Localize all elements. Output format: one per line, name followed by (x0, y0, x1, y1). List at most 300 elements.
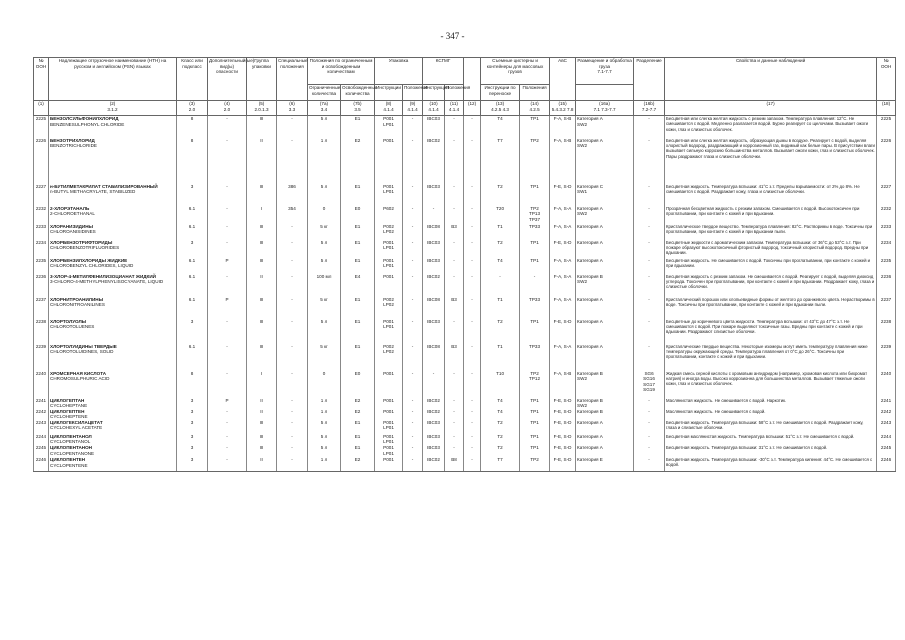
shipping-name-ru: ХЛОРБЕНЗОТРИФТОРИДЫ (50, 239, 113, 245)
cell-pi-text: P001 (383, 457, 394, 463)
cell-un-text: 2241 (35, 397, 47, 403)
cell-lq-text: 1 л (320, 397, 328, 403)
column-number-cell (34, 101, 49, 116)
col-head-packing-group: Группа упаковки (247, 58, 277, 101)
column-reference: 3.4 (320, 106, 328, 112)
cell-eq (341, 371, 375, 398)
col-head-ems: АвС (550, 58, 576, 101)
cell-stow (576, 371, 634, 398)
cell-sp (277, 138, 308, 184)
cell-cls-text: 6.1 (188, 343, 196, 349)
cell-stow-text: SW2 (577, 403, 588, 409)
cell-pg (247, 184, 277, 206)
cell-c12 (464, 434, 481, 445)
cell-ibp (445, 224, 464, 240)
cell-pg (247, 116, 277, 138)
cell-seg (634, 297, 665, 319)
cell-ems-text: F-E, S-D (553, 419, 572, 425)
cell-ems-text: F-A, S-A (553, 223, 572, 229)
cell-shipping-name (49, 224, 177, 240)
cell-pi (375, 206, 403, 224)
cell-sub-text: - (226, 239, 228, 245)
column-number: (9) (409, 101, 416, 106)
table-row (34, 420, 896, 434)
cell-pi-text: P002 (383, 296, 394, 302)
cell-seg (634, 457, 665, 471)
cell-lq-text: 5 кг (320, 296, 328, 302)
col-head-12 (464, 58, 481, 101)
cell-prop-text: Бесцветная жидкость. Температура вспышки: 58°С з.т. Не смешивается с водой. Раздражает кожу, глаза и слизистые оболочки. (666, 419, 864, 431)
cell-pp (403, 457, 423, 471)
cell-ibi-text: IBC02 (427, 273, 440, 279)
cell-un (34, 258, 49, 274)
col-head-ibc-instr: Инструкции (423, 85, 445, 101)
cell-ibi (423, 240, 445, 258)
cell-un2 (877, 445, 896, 457)
cell-eq (341, 240, 375, 258)
cell-stow-text: Категория В (577, 370, 603, 376)
shipping-name-en: CHLORONITROANILINES (50, 302, 105, 308)
shipping-name-en: CHLOROTOLUIDINES, SOLID (50, 349, 114, 355)
cell-c12 (464, 445, 481, 457)
cell-un2-text: 2237 (880, 296, 892, 302)
cell-tp-text: TP13 (529, 211, 541, 217)
cell-ems-text: F-E, S-D (553, 433, 572, 439)
cell-pi (375, 184, 403, 206)
column-number-cell (634, 101, 665, 116)
cell-tp (520, 297, 550, 319)
cell-pi-text: P001 (383, 239, 394, 245)
cell-sp-text: - (291, 419, 293, 425)
cell-ti-text: T2 (497, 183, 503, 189)
cell-ti-text: T2 (497, 433, 503, 439)
cell-c12 (464, 184, 481, 206)
cell-seg (634, 274, 665, 297)
shipping-name-en: n-BUTYL METHACRYLATE, STABILIZED (50, 189, 136, 195)
cell-ibp-text: - (453, 257, 455, 263)
cell-un2 (877, 274, 896, 297)
table-row (34, 445, 896, 457)
cell-shipping-name (49, 344, 177, 371)
cell-prop (665, 184, 877, 206)
cell-ibp (445, 420, 464, 434)
cell-ibp-text: - (453, 445, 455, 451)
cell-shipping-name (49, 184, 177, 206)
cell-pi-text: P001 (383, 419, 394, 425)
cell-pi (375, 319, 403, 344)
cell-eq (341, 184, 375, 206)
cell-un2 (877, 138, 896, 184)
column-reference: 4.1.4 (428, 106, 439, 112)
cell-pi-text: LP02 (383, 302, 394, 308)
cell-un (34, 409, 49, 420)
cell-stow-text: SW2 (577, 121, 588, 127)
cell-prop (665, 409, 877, 420)
cell-stow (576, 398, 634, 409)
cell-ti-text: T2 (497, 318, 503, 324)
cell-stow (576, 297, 634, 319)
cell-pg-text: III (259, 257, 264, 263)
cell-sp-text: - (291, 408, 293, 414)
cell-ti (481, 371, 520, 398)
cell-ibi-text: IBC02 (427, 408, 440, 414)
cell-sub-text: - (226, 183, 228, 189)
cell-shipping-name (49, 445, 177, 457)
cell-ibi (423, 138, 445, 184)
cell-pp (403, 319, 423, 344)
cell-pg (247, 138, 277, 184)
cell-sub-text: - (226, 433, 228, 439)
col-head-stowage-sub (576, 85, 634, 101)
cell-un2-text: 2243 (880, 419, 892, 425)
cell-tp-text: TP1 (530, 433, 539, 439)
cell-un-text: 2246 (35, 457, 47, 463)
cell-seg-text: - (648, 318, 650, 324)
cell-eq-text: E1 (354, 183, 361, 189)
header-row-column-numbers (34, 101, 896, 116)
cell-cls (177, 398, 208, 409)
cell-pg (247, 258, 277, 274)
cell-ibi-text: - (432, 370, 435, 376)
table-row (34, 206, 896, 224)
cell-lq (308, 258, 341, 274)
col-head-un-right: № ООН (877, 58, 896, 101)
cell-tp-text: TP1 (530, 419, 539, 425)
cell-sub (208, 344, 247, 371)
cell-sp-text: - (291, 397, 293, 403)
cell-ti-text: T1 (497, 296, 503, 302)
cell-sp-text: 386 (288, 183, 296, 189)
column-number: (3) (189, 101, 195, 106)
cell-pp-text: - (411, 397, 414, 403)
cell-ibi-text: IBC03 (427, 318, 440, 324)
cell-ibi-text: IBC03 (427, 445, 440, 451)
cell-seg (634, 420, 665, 434)
cell-tp (520, 224, 550, 240)
cell-eq-text: E2 (354, 137, 361, 143)
cell-ti (481, 344, 520, 371)
cell-sub (208, 224, 247, 240)
cell-pp-text: - (411, 370, 414, 376)
cell-c12-text: - (471, 419, 473, 425)
cell-cls (177, 274, 208, 297)
cell-un (34, 344, 49, 371)
cell-c12 (464, 457, 481, 471)
cell-ti (481, 138, 520, 184)
cell-tp-text: TP2 (530, 205, 539, 211)
col-head-pi: Инструкции (375, 85, 403, 101)
cell-ibi (423, 398, 445, 409)
cell-stow (576, 258, 634, 274)
cell-ems-text: F-E, S-D (553, 397, 572, 403)
cell-tp-text: TP1 (530, 116, 539, 121)
cell-eq (341, 297, 375, 319)
cell-ems (550, 420, 576, 434)
cell-un2 (877, 457, 896, 471)
cell-eq-text: E0 (354, 205, 361, 211)
cell-tp (520, 398, 550, 409)
cell-c12-text: - (471, 408, 473, 414)
cell-c12 (464, 240, 481, 258)
cell-ibi-text: IBC02 (427, 457, 440, 463)
cell-sub-text: - (226, 137, 228, 143)
cell-ti-text: T2 (497, 239, 503, 245)
cell-ti-text: T1 (497, 223, 503, 229)
cell-sub (208, 409, 247, 420)
cell-tp-text: TP2 (530, 457, 539, 463)
shipping-name-en: CHROMOSULPHURIC ACID (50, 376, 110, 382)
cell-stow-text: Категория А (577, 223, 603, 229)
cell-seg-text: - (648, 257, 650, 263)
cell-ibp (445, 409, 464, 420)
cell-lq (308, 297, 341, 319)
cell-cls (177, 184, 208, 206)
cell-ibi-text: IBC02 (427, 397, 440, 403)
shipping-name-ru: ХЛОРАНИЗИДИНЫ (50, 223, 94, 229)
cell-pp (403, 371, 423, 398)
cell-pi (375, 398, 403, 409)
column-number: (7a) (319, 101, 329, 106)
cell-eq (341, 434, 375, 445)
cell-eq (341, 258, 375, 274)
cell-ems-text: F-A, S-A (553, 205, 572, 211)
cell-lq-text: 5 кг (320, 343, 328, 349)
cell-tp-text: TP33 (529, 296, 541, 302)
cell-pp (403, 274, 423, 297)
cell-pg (247, 371, 277, 398)
cell-ems (550, 371, 576, 398)
cell-seg (634, 240, 665, 258)
cell-prop (665, 116, 877, 138)
cell-sp (277, 274, 308, 297)
cell-prop-text: Бесцветная или слегка желтая жидкость, образующая дымы в воздухе. Реагирует с водой, выделяя хлористый водород, раздражающий и коррозионный газ, видимый как белые пары. В присутствии влаги вызывает сильную коррозию большинства металлов. Вызывает ожоги кожи, глаз и слизистых оболочек. Пары раздражают глаза и слизистые оболочки. (666, 137, 875, 159)
cell-seg (634, 116, 665, 138)
cell-pg-text: III (259, 223, 264, 229)
cell-ibp-text: - (453, 205, 455, 211)
cell-lq (308, 138, 341, 184)
cell-ti-text: T10 (496, 370, 504, 376)
cell-lq (308, 409, 341, 420)
cell-stow (576, 116, 634, 138)
shipping-name-ru: 3-ХЛОР-4-МЕТИЛФЕНИЛИЗОЦИАНАТ ЖИДКИЙ (50, 273, 156, 279)
cell-un2 (877, 434, 896, 445)
cell-pi (375, 420, 403, 434)
column-reference: 4.1.4 (407, 106, 418, 112)
shipping-name-ru: ЦИКЛОГЕПТЕН (50, 408, 85, 414)
cell-ti (481, 258, 520, 274)
column-number-cell (576, 101, 634, 116)
cell-cls (177, 116, 208, 138)
cell-sp-text: - (291, 457, 293, 463)
cell-sub (208, 297, 247, 319)
cell-ems (550, 409, 576, 420)
cell-pi (375, 409, 403, 420)
cell-stow-text: SW2 (577, 376, 588, 382)
cell-pg-text: II (260, 137, 263, 143)
cell-seg (634, 371, 665, 398)
cell-un-text: 2243 (35, 419, 47, 425)
cell-un2 (877, 224, 896, 240)
cell-un (34, 371, 49, 398)
cell-prop-text: Маслянистая жидкость. Не смешивается с водой. (666, 408, 766, 414)
cell-pi-text: LP01 (383, 425, 394, 431)
cell-eq (341, 420, 375, 434)
cell-pi-text: P001 (383, 433, 394, 439)
cell-ibi-text: - (432, 205, 435, 211)
cell-sub (208, 240, 247, 258)
cell-pi-text: P001 (383, 257, 394, 263)
cell-ti-text: T20 (496, 205, 504, 211)
cell-sp (277, 297, 308, 319)
cell-un (34, 297, 49, 319)
cell-lq (308, 371, 341, 398)
cell-shipping-name (49, 297, 177, 319)
cell-ibp (445, 319, 464, 344)
shipping-name-ru: н-БУТИЛМЕТАКРИЛАТ СТАБИЛИЗИРОВАННЫЙ (50, 183, 158, 189)
cell-sp-text: - (291, 273, 293, 279)
cell-tp (520, 258, 550, 274)
cell-pp (403, 258, 423, 274)
cell-tp (520, 274, 550, 297)
cell-ems-text: F-A, S-A (553, 257, 572, 263)
group-head-packing: Упаковка (375, 58, 423, 85)
cell-ibp (445, 184, 464, 206)
cell-sub-text: - (226, 343, 228, 349)
cell-pp-text: - (411, 419, 414, 425)
cell-lq-text: 5 л (320, 116, 328, 121)
table-row (34, 184, 896, 206)
shipping-name-en: CHLOROBENZOTRIFLUORIDES (50, 245, 120, 251)
cell-cls-text: 3 (190, 408, 194, 414)
column-reference: 2.0 (188, 106, 196, 112)
cell-ibp-text: - (453, 318, 455, 324)
cell-ems (550, 319, 576, 344)
cell-un2 (877, 297, 896, 319)
shipping-name-en: CHLOROTOLUENES (50, 324, 95, 330)
cell-cls (177, 457, 208, 471)
cell-ems-text: F-A, S-A (553, 273, 572, 279)
cell-pi-text: P002 (383, 343, 394, 349)
cell-lq (308, 116, 341, 138)
cell-shipping-name (49, 420, 177, 434)
cell-un-text: 2245 (35, 445, 47, 451)
cell-ibi-text: IBC08 (427, 296, 440, 302)
cell-shipping-name (49, 116, 177, 138)
cell-sp (277, 240, 308, 258)
cell-un2-text: 2244 (880, 433, 892, 439)
cell-ems (550, 445, 576, 457)
column-reference: 4.2.5 (529, 106, 540, 112)
cell-lq-text: 5 л (320, 419, 328, 425)
cell-un-text: 2233 (35, 223, 47, 229)
cell-sp-text: - (291, 296, 293, 302)
cell-ems-text: F-E, S-D (553, 183, 572, 189)
cell-c12 (464, 116, 481, 138)
shipping-name-ru: ХЛОРТОЛУИДИНЫ ТВЕРДЫЕ (50, 343, 117, 349)
cell-lq (308, 206, 341, 224)
cell-ibi-text: IBC03 (427, 239, 440, 245)
cell-un-text: 2239 (35, 343, 47, 349)
cell-prop (665, 138, 877, 184)
cell-prop-text: Кристаллические твердые вещества. Некоторые изомеры могут иметь температуру плавления ниже температуры окружающей среды. Температура плавления от 0°С до 26°С. Токсичны при проглатывании, контакте с кожей и при вдыхании. (666, 343, 868, 360)
cell-seg-text: - (648, 183, 650, 189)
cell-tp (520, 344, 550, 371)
cell-eq-text: E4 (354, 273, 361, 279)
cell-shipping-name (49, 319, 177, 344)
cell-pg-text: II (260, 273, 263, 279)
cell-seg (634, 319, 665, 344)
cell-un-text: 2226 (35, 137, 47, 143)
cell-pp (403, 224, 423, 240)
cell-ti (481, 184, 520, 206)
cell-shipping-name (49, 434, 177, 445)
cell-lq (308, 445, 341, 457)
cell-sp (277, 184, 308, 206)
cell-ibp-text: B3 (451, 296, 457, 302)
cell-stow (576, 224, 634, 240)
cell-shipping-name (49, 371, 177, 398)
cell-pi-text: P002 (383, 223, 394, 229)
cell-ems-text: F-E, S-D (553, 457, 572, 463)
cell-stow (576, 274, 634, 297)
cell-prop-text: Бесцветная или слегка желтая жидкость с резким запахом. Температура плавления: 12°С. Не смешивается с водой. Медленно разлагается водой. Бурно реагирует со щелочами. Вызывает ожоги кожи, глаз и слизистых оболочек. (666, 116, 869, 132)
cell-c12 (464, 297, 481, 319)
cell-seg-text: - (648, 223, 650, 229)
cell-seg-text: - (648, 457, 650, 463)
column-number-cell (208, 101, 247, 116)
cell-ibi (423, 371, 445, 398)
cell-cls (177, 258, 208, 274)
header-row-titles (34, 58, 896, 85)
cell-sp-text: - (291, 370, 293, 376)
cell-ibi-text: IBC03 (427, 419, 440, 425)
cell-pi (375, 258, 403, 274)
cell-pp-text: - (411, 205, 414, 211)
cell-pp (403, 206, 423, 224)
cell-un-text: 2244 (35, 433, 47, 439)
cell-ti (481, 116, 520, 138)
cell-cls (177, 420, 208, 434)
cell-prop (665, 398, 877, 409)
cell-lq-text: 5 л (320, 318, 328, 324)
cell-stow-text: Категория В (577, 273, 603, 279)
col-head-stowage (576, 58, 634, 85)
cell-ti (481, 420, 520, 434)
cell-ibi-text: IBC08 (427, 223, 440, 229)
cell-sub (208, 258, 247, 274)
cell-pi (375, 434, 403, 445)
cell-ibi-text: IBC03 (427, 433, 440, 439)
dangerous-goods-list-table (33, 57, 896, 472)
shipping-name-en: BENZENESULPHONYL CHLORIDE (50, 121, 125, 127)
cell-prop-text: Кристаллическое твердое вещество. Температура плавления: 82°С. Растворимы в воде. Токсичны при проглатывании, при контакте с кожей и при вдыхании пыли. (666, 223, 873, 234)
cell-c12 (464, 319, 481, 344)
cell-pp-text: - (411, 318, 414, 324)
cell-stow-text: Категория А (577, 296, 603, 302)
cell-pp (403, 434, 423, 445)
cell-seg-text: - (648, 343, 650, 349)
cell-ibi (423, 344, 445, 371)
cell-eq-text: E1 (354, 223, 361, 229)
cell-stow-text: Категория А (577, 205, 603, 211)
cell-c12 (464, 274, 481, 297)
cell-stow (576, 445, 634, 457)
cell-sub-text: - (226, 419, 228, 425)
cell-pi (375, 445, 403, 457)
cell-ibp-text: - (453, 419, 455, 425)
cell-pg-text: III (259, 445, 264, 451)
column-reference: 2.0 (223, 106, 231, 112)
